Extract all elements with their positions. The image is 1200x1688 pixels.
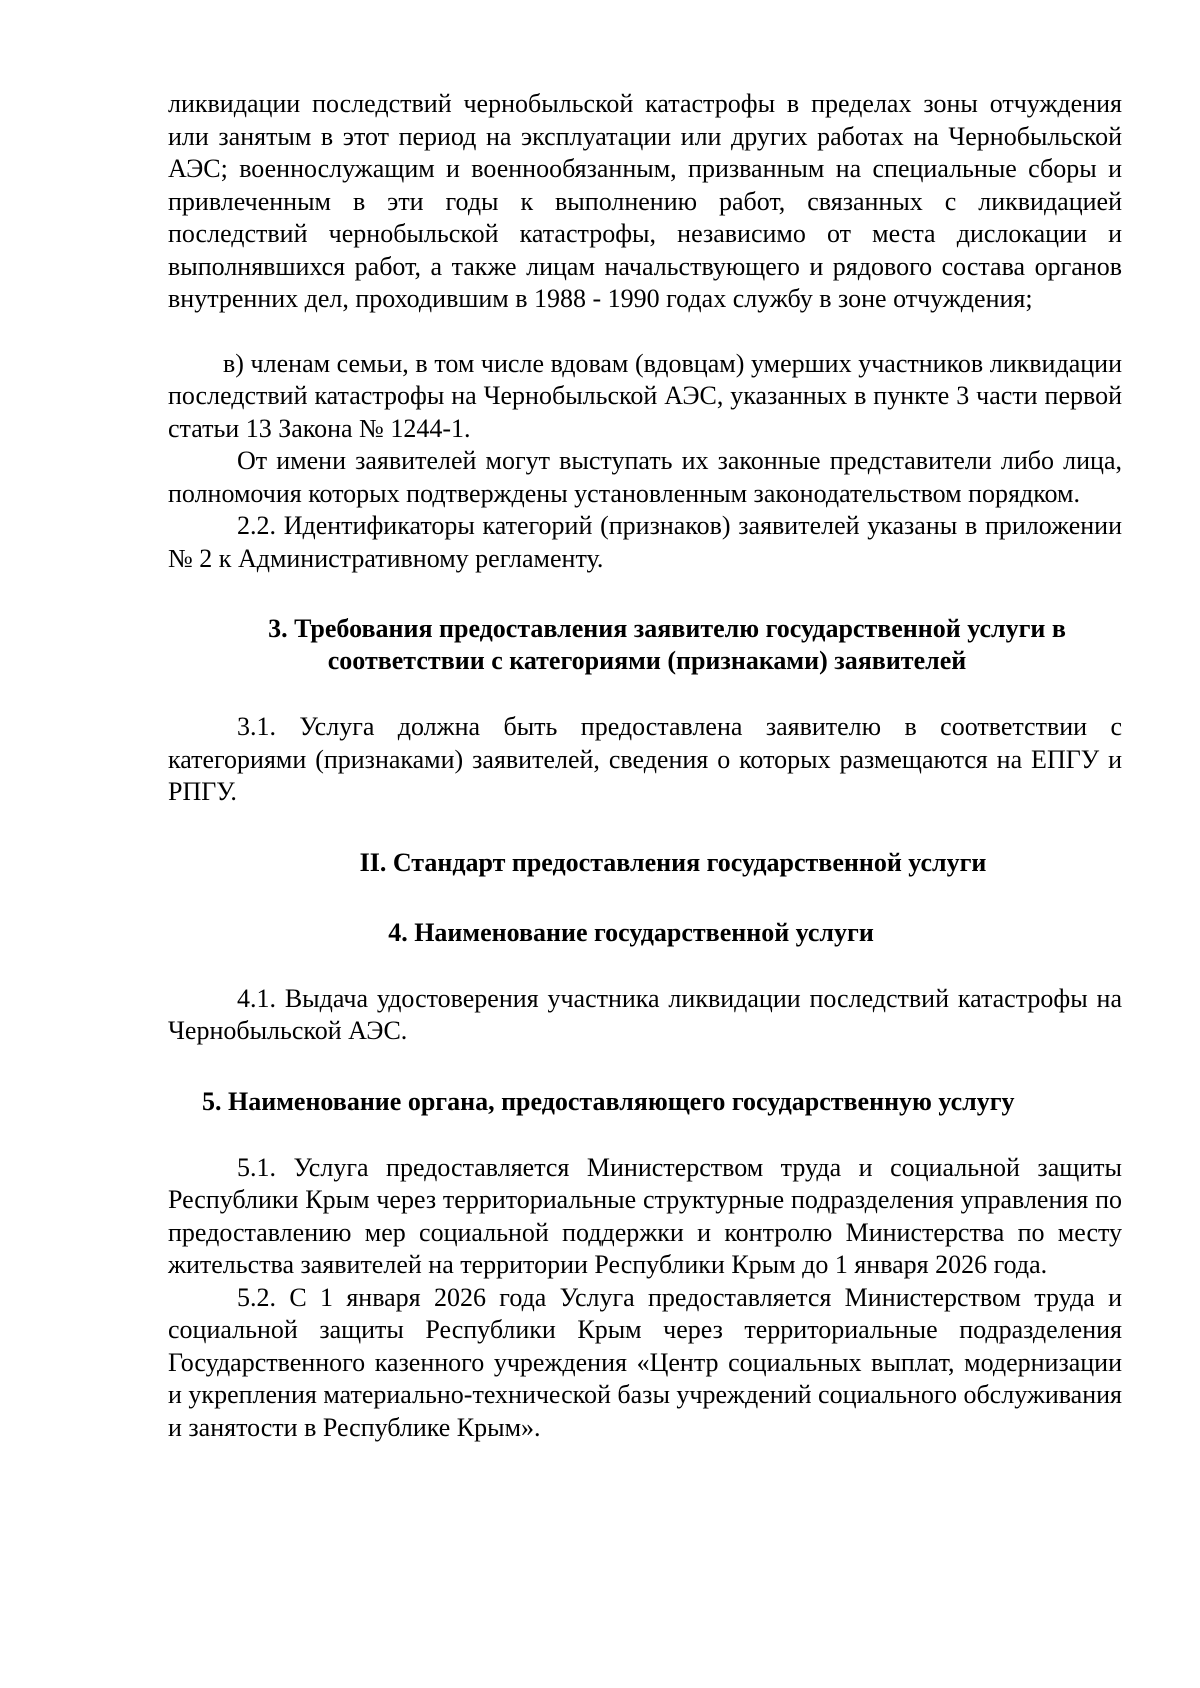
paragraph-3-1-service: 3.1. Услуга должна быть предоставлена заявителю в соответствии с категориями (признаками) заявителей, сведения о которых размещаются на ЕПГУ и РПГУ. (168, 712, 1122, 806)
heading-section-4: 4. Наименование государственной услуги (388, 917, 874, 947)
heading-section-3 (168, 613, 1122, 677)
paragraph-5-2-from-2026: 5.2. С 1 января 2026 года Услуга предоставляется Министерством труда и социальной защиты Республики Крым через территориальные подразделения Государственного казенного учреждения «Центр социальных выплат, модернизации и укрепления материально-технической базы учреждений социального обслуживания и занятости в Республике Крым». (168, 1282, 1122, 1442)
heading-section-5: 5. Наименование органа, предоставляющего государственную услугу (202, 1086, 1015, 1116)
paragraph-4-1-service-name: 4.1. Выдача удостоверения участника ликвидации последствий катастрофы на Чернобыльской АЭС. (168, 983, 1122, 1045)
document-page (168, 88, 1122, 1444)
paragraph-representatives: От имени заявителей могут выступать их законные представители либо лица, полномочия которых подтверждены установленным законодательством порядком. (168, 446, 1122, 508)
paragraph-family-members: в) членам семьи, в том числе вдовам (вдовцам) умерших участников ликвидации последствий катастрофы на Чернобыльской АЭС, указанных в пункте 3 части первой статьи 13 Закона № 1244-1. (168, 348, 1122, 443)
heading-section-3-line2: соответствии с категориями (признаками) заявителей (327, 646, 967, 675)
heading-section-3-line1: 3. Требования предоставления заявителю государственной услуги в (268, 614, 1066, 643)
paragraph-2-2-identifiers: 2.2. Идентификаторы категорий (признаков) заявителей указаны в приложении № 2 к Административному регламенту. (168, 511, 1122, 573)
heading-part-2-standard: II. Стандарт предоставления государственной услуги (359, 847, 987, 877)
paragraph-liquidation-participants: ликвидации последствий чернобыльской катастрофы в пределах зоны отчуждения или занятым в этот период на эксплуатации или других работах на Чернобыльской АЭС; военнослужащим и военнообязанным, призванным на специальные сборы и привлеченным в эти годы к выполнению работ, связанных с ликвидацией последствий чернобыльской катастрофы, независимо от места дислокации и выполнявшихся работ, а также лицам начальствующего и рядового состава органов внутренних дел, проходившим в 1988 - 1990 годах службу в зоне отчуждения; (168, 89, 1122, 313)
paragraph-5-1-ministry: 5.1. Услуга предоставляется Министерством труда и социальной защиты Республики Крым через территориальные структурные подразделения управления по предоставлению мер социальной поддержки и контролю Министерства по месту жительства заявителей на территории Республики Крым до 1 января 2026 года. (168, 1152, 1122, 1279)
